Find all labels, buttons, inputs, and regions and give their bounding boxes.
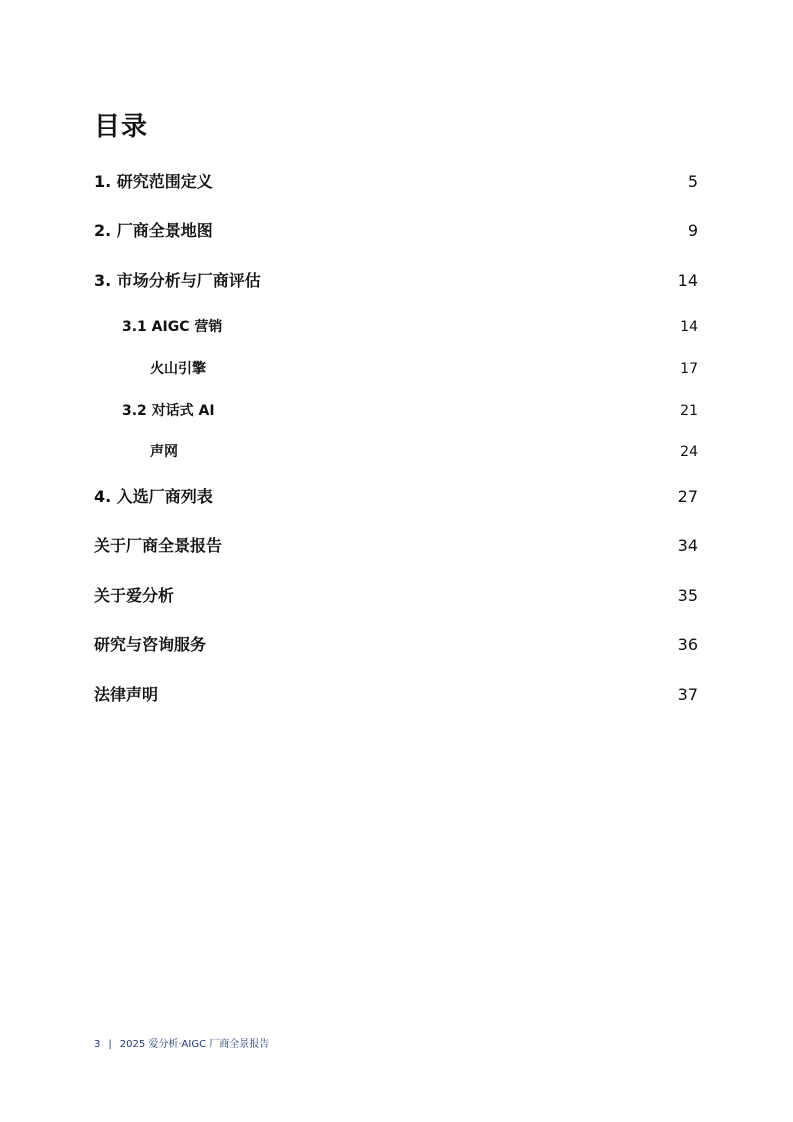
footer-report-name: 2025 爱分析·AIGC 厂商全景报告 <box>119 1039 270 1050</box>
toc-entry-label: 关于厂商全景报告 <box>94 536 223 555</box>
toc-entry[interactable] <box>94 632 698 655</box>
footer-separator: | <box>108 1039 112 1050</box>
toc-entry-label: 3.2 对话式 AI <box>122 403 215 419</box>
toc-entry[interactable] <box>94 682 698 705</box>
toc-entry-page: 9 <box>687 221 698 240</box>
toc-entry-label: 2. 厂商全景地图 <box>94 221 213 240</box>
toc-entry-page: 14 <box>680 319 698 335</box>
toc-entry-label: 3.1 AIGC 营销 <box>122 319 223 335</box>
toc-entry-page: 14 <box>677 271 698 290</box>
toc-entry[interactable] <box>94 268 698 291</box>
toc-entry-label: 火山引擎 <box>150 361 206 377</box>
toc-entry-label: 研究与咨询服务 <box>94 635 207 654</box>
toc-entry-page: 37 <box>677 685 698 704</box>
toc-entry-label: 4. 入选厂商列表 <box>94 487 213 506</box>
toc-entry[interactable] <box>94 583 698 606</box>
toc-entry[interactable] <box>94 484 698 507</box>
page-footer <box>94 1035 269 1050</box>
toc-entry[interactable] <box>94 533 698 556</box>
toc-entry-page: 21 <box>680 403 698 419</box>
toc-entry-label: 1. 研究范围定义 <box>94 172 213 191</box>
toc-entry-page: 17 <box>680 361 698 377</box>
toc-entry-page: 5 <box>687 172 698 191</box>
toc-entry[interactable] <box>94 358 698 378</box>
toc-entry-page: 36 <box>677 635 698 654</box>
toc-title: 目录 <box>94 112 149 142</box>
toc-entry-label: 声网 <box>150 444 178 460</box>
toc-entry[interactable] <box>94 400 698 420</box>
toc-entry[interactable] <box>94 218 698 241</box>
toc-entry-page: 35 <box>677 586 698 605</box>
toc-entry-label: 法律声明 <box>94 685 159 704</box>
toc-entry-label: 3. 市场分析与厂商评估 <box>94 271 261 290</box>
toc-entry-page: 24 <box>680 444 698 460</box>
footer-page-number: 3 <box>94 1039 101 1050</box>
toc-entry[interactable] <box>94 441 698 461</box>
toc-entry-label: 关于爱分析 <box>94 586 175 605</box>
toc-entry[interactable] <box>94 169 698 192</box>
toc-entry-page: 34 <box>677 536 698 555</box>
toc-entry[interactable] <box>94 316 698 336</box>
toc-entry-page: 27 <box>677 487 698 506</box>
